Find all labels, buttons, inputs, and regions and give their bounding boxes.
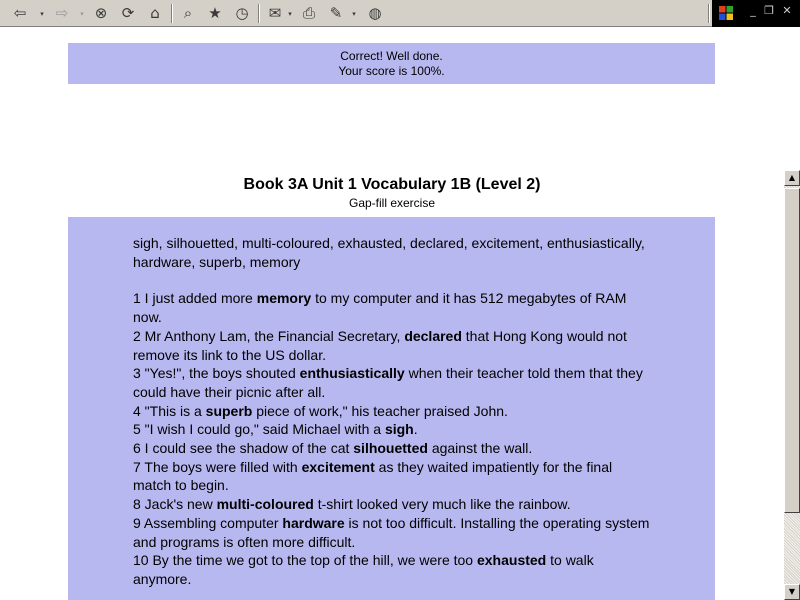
score-text: Your score is 100%. (338, 64, 445, 78)
toolbar-separator (258, 4, 260, 23)
mail-dropdown-icon[interactable]: ▾ (288, 9, 292, 18)
question-item (133, 551, 653, 588)
answer-word: excitement (301, 458, 375, 475)
exercise-header (0, 175, 784, 211)
question-item (133, 458, 653, 495)
answer-word: silhouetted (353, 440, 428, 457)
question-text: that Hong Kong would not remove its link to the US dollar. (133, 327, 627, 363)
edit-dropdown-icon[interactable]: ▾ (352, 9, 356, 18)
scroll-down-button[interactable]: ▼ (784, 584, 800, 600)
question-text: when their teacher told them that they could have their picnic after all. (133, 365, 643, 400)
question-item (133, 439, 653, 458)
scroll-up-button[interactable]: ▲ (784, 170, 800, 186)
back-dropdown-icon[interactable]: ▾ (40, 9, 44, 18)
home-icon[interactable]: ⌂ (150, 4, 160, 22)
forward-dropdown-icon: ▾ (80, 9, 84, 18)
discuss-icon[interactable]: ◍ (368, 4, 382, 22)
page-title: Book 3A Unit 1 Vocabulary 1B (Level 2) (243, 176, 541, 193)
question-text: to my computer and it has 512 megabytes of RAM now. (133, 290, 627, 326)
question-text: 5 "I wish I could go," said Michael with a (133, 421, 385, 438)
question-text: 2 Mr Anthony Lam, the Financial Secretary, (133, 327, 405, 344)
favorites-icon[interactable]: ★ (208, 4, 222, 22)
feedback-message: Correct! Well done. (340, 49, 443, 63)
minimize-button[interactable]: _ (750, 4, 756, 17)
scroll-thumb[interactable] (784, 188, 800, 513)
question-text: . (413, 421, 418, 438)
exercise-panel (68, 217, 715, 600)
question-text: t-shirt looked very much like the rainbow. (313, 496, 571, 513)
stop-icon[interactable]: ⊗ (94, 4, 108, 22)
close-button[interactable]: ✕ (782, 4, 792, 17)
toolbar-separator (171, 4, 173, 23)
refresh-icon[interactable]: ⟳ (121, 4, 135, 22)
question-item (133, 327, 653, 364)
question-text: piece of work," his teacher praised John. (252, 402, 508, 419)
question-text: as they waited impatiently for the final match to begin. (133, 458, 613, 494)
word-bank: sigh, silhouetted, multi-coloured, exhausted, declared, excitement, enthusiastically, hardware, superb, memory (133, 235, 645, 270)
vertical-scrollbar[interactable] (784, 170, 800, 600)
feedback-banner (68, 43, 715, 84)
search-icon[interactable]: ⌕ (183, 4, 193, 22)
answer-word: exhausted (476, 552, 547, 569)
question-text: 9 Assembling computer (133, 514, 283, 531)
question-text: 10 By the time we got to the top of the hill, we were too (133, 552, 477, 569)
question-text: to walk anymore. (133, 552, 594, 587)
restore-button[interactable]: ❐ (764, 4, 774, 17)
answer-word: declared (404, 327, 462, 344)
question-text: 4 "This is a (133, 402, 206, 419)
window-controls (712, 0, 800, 27)
browser-toolbar (0, 0, 800, 27)
answer-word: enthusiastically (299, 365, 405, 382)
answer-word: hardware (282, 514, 345, 531)
mail-icon[interactable]: ✉ (268, 4, 282, 22)
toolbar-separator (708, 4, 710, 23)
question-item (133, 364, 653, 401)
question-text: 1 I just added more (133, 290, 257, 307)
forward-icon: ⇨ (55, 4, 69, 22)
back-icon[interactable]: ⇦ (13, 4, 27, 22)
print-icon[interactable]: ⎙ (302, 4, 315, 22)
question-text: 6 I could see the shadow of the cat (133, 440, 354, 457)
question-item (133, 402, 653, 421)
question-item (133, 420, 653, 439)
answer-word: memory (256, 290, 312, 307)
question-item (133, 495, 653, 514)
page-subtitle: Gap-fill exercise (348, 196, 436, 210)
question-text: 7 The boys were filled with (133, 458, 302, 475)
question-text: 3 "Yes!", the boys shouted (133, 365, 300, 382)
answer-word: superb (205, 402, 253, 419)
question-text: is not too difficult. Installing the operating system and programs is often more difficult. (133, 514, 650, 550)
history-icon[interactable]: ◷ (235, 4, 249, 22)
answer-word: sigh (384, 421, 414, 438)
question-text: against the wall. (427, 440, 533, 457)
windows-logo-icon (718, 5, 734, 21)
question-text: 8 Jack's new (133, 496, 217, 513)
answer-word: multi-coloured (216, 496, 314, 513)
question-item (133, 289, 653, 326)
edit-icon[interactable]: ✎ (329, 4, 343, 22)
question-item (133, 514, 653, 551)
question-list (133, 289, 653, 588)
